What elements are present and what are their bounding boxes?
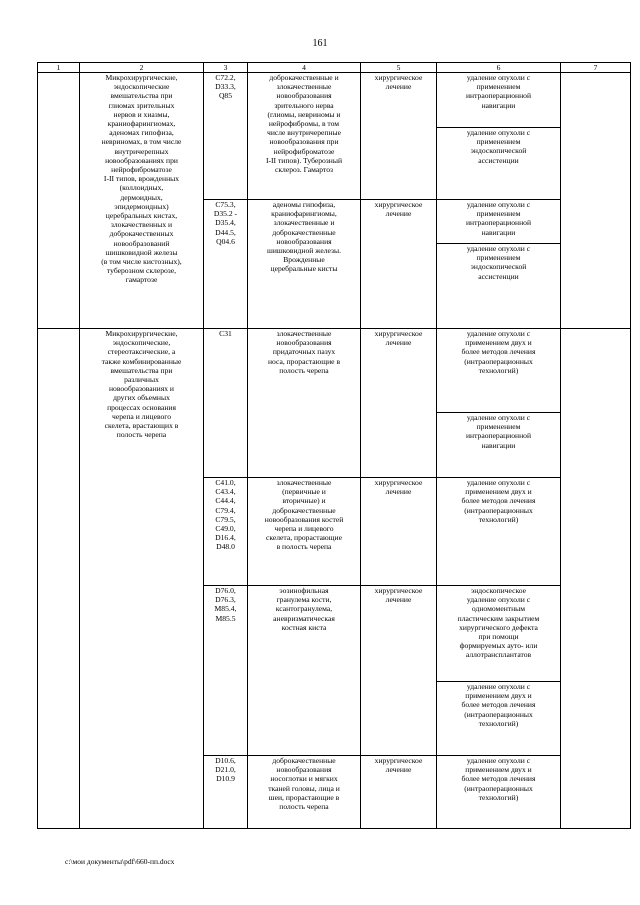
- cell-line: черепа и лицевого: [112, 411, 171, 421]
- cell-line: хирургическое: [374, 329, 423, 338]
- cell-line: носа, прорастающие в: [267, 356, 341, 366]
- cell-line: новообразованиях при: [105, 155, 178, 165]
- cell-line: применением: [476, 209, 521, 219]
- cell-line: одномоментным: [471, 604, 526, 614]
- cell-line: злокачественные: [276, 478, 332, 487]
- g2-rowC-method-2: [437, 682, 561, 756]
- cell-line: туберозном склерозе,: [106, 266, 177, 276]
- cell-line: M85.4,: [214, 604, 237, 614]
- cell-line: аденомы гипофиза,: [272, 200, 336, 209]
- cell-line: D33.3,: [215, 82, 236, 92]
- cell-line: различных: [124, 375, 159, 385]
- g1-rowA-method-1: [437, 73, 561, 128]
- g2-rowA-method-2: [437, 413, 561, 478]
- cell-line: дермоидных,: [120, 192, 163, 202]
- cell-line: хирургического дефекта: [459, 622, 538, 632]
- cell-line: навигации: [481, 100, 516, 110]
- cell-line: также комбинированные: [101, 356, 182, 366]
- g2-rowA-model: [248, 329, 361, 478]
- cell-line: склероз. Гамартоз: [274, 165, 334, 175]
- cell-line: (интраоперационных: [464, 356, 533, 366]
- g2-rowC-codes: [204, 586, 248, 756]
- g2-rowB-method-1: [437, 478, 561, 586]
- cell-line: нейрофиброматозе: [273, 146, 335, 156]
- cell-line: злокачественные: [276, 329, 332, 338]
- cell-line: D10.6,: [215, 756, 236, 765]
- g1-col1: [38, 73, 80, 329]
- g1-rowA-treatment: [361, 73, 437, 200]
- cell-line: интраоперационной: [465, 91, 532, 101]
- cell-line: новообразования: [276, 765, 332, 775]
- g1-rowB-method-2: [437, 244, 561, 329]
- cell-line: хирургическое: [374, 73, 423, 82]
- cell-line: C41.0,: [215, 478, 236, 487]
- g2-rowC-method-1: [437, 586, 561, 682]
- cell-line: более методов лечения: [461, 347, 536, 357]
- cell-line: аллотрансплантатов: [465, 650, 532, 660]
- cell-line: (коллоидных,: [119, 183, 164, 193]
- header-col-4: 4: [248, 63, 361, 73]
- cell-line: эндоскопическое: [470, 586, 527, 595]
- cell-line: церебральные кисты: [270, 264, 338, 274]
- cell-line: (в том числе кистозных),: [101, 257, 182, 267]
- cell-line: C44.4,: [215, 496, 236, 506]
- cell-line: применением двух и: [465, 765, 532, 775]
- cell-line: хирургическое: [374, 756, 423, 765]
- cell-line: лечение: [385, 338, 412, 348]
- cell-line: Q85: [218, 91, 233, 101]
- g1-rowA-model: [248, 73, 361, 200]
- cell-line: вмешательства при: [110, 365, 173, 375]
- cell-line: лечение: [385, 82, 412, 92]
- header-col-6: 6: [437, 63, 561, 73]
- g1-rowA-codes: [204, 73, 248, 200]
- cell-line: новообразования при: [269, 137, 339, 147]
- cell-line: D35.4,: [215, 218, 236, 228]
- cell-line: новообразований: [113, 238, 170, 248]
- cell-line: более методов лечения: [461, 496, 536, 506]
- cell-line: (интраоперационных: [464, 709, 533, 719]
- header-col-2: 2: [80, 63, 204, 73]
- cell-line: эндоскопической: [470, 262, 527, 272]
- cell-line: аденомах гипофиза,: [109, 128, 174, 138]
- cell-line: в полость черепа: [276, 542, 332, 552]
- cell-line: C43.4,: [215, 487, 236, 497]
- g2-rowD-treatment: [361, 756, 437, 829]
- cell-line: глиомах зрительных: [108, 100, 175, 110]
- cell-line: Q04.6: [216, 236, 235, 246]
- cell-line: эпидермоидных): [114, 201, 169, 211]
- cell-line: нейрофиброматозе: [111, 165, 172, 175]
- cell-line: применением: [476, 137, 521, 147]
- cell-line: D35.2 -: [213, 209, 238, 219]
- cell-line: эндоскопической: [470, 146, 527, 156]
- cell-line: формируемых ауто- или: [459, 641, 538, 651]
- cell-line: Микрохирургические,: [105, 329, 178, 338]
- cell-line: (первичные и: [282, 487, 326, 497]
- cell-line: стереотаксические, а: [107, 347, 176, 357]
- table-row: [38, 329, 631, 413]
- cell-line: C31: [219, 329, 232, 338]
- cell-line: удаление опухоли с: [466, 413, 531, 422]
- cell-line: новообразованиях и: [108, 384, 174, 394]
- cell-line: новообразования: [276, 236, 332, 246]
- cell-line: эндоскопические: [113, 82, 170, 92]
- cell-line: скелета, врастающих в: [104, 421, 179, 431]
- cell-line: хирургическое: [374, 200, 423, 209]
- cell-line: D48.0: [216, 542, 235, 552]
- cell-line: применением двух и: [465, 691, 532, 701]
- cell-line: ксантогранулема,: [275, 604, 333, 614]
- cell-line: ассистенции: [478, 155, 519, 165]
- cell-line: технологий): [478, 792, 519, 802]
- cell-line: краниофарингиомы,: [271, 209, 337, 219]
- g1-col7: [561, 73, 631, 329]
- cell-line: применением двух и: [465, 487, 532, 497]
- cell-line: удаление опухоли с: [466, 682, 531, 691]
- cell-line: при помощи: [478, 632, 519, 642]
- cell-line: шишковидной железы.: [267, 246, 341, 256]
- cell-line: аневризматическая: [273, 613, 335, 623]
- cell-line: хирургическое: [374, 478, 423, 487]
- cell-line: D44.5,: [215, 227, 236, 237]
- cell-line: доброкачественные: [272, 227, 336, 237]
- cell-line: (глиомы, невриномы и: [267, 109, 341, 119]
- cell-line: удаление опухоли с: [466, 595, 531, 605]
- cell-line: церебральных кистах,: [105, 211, 178, 221]
- cell-line: более методов лечения: [461, 774, 536, 784]
- cell-line: числе внутричерепные: [267, 128, 341, 138]
- cell-line: I-II типов). Туберозный: [265, 155, 343, 165]
- cell-line: ассистенции: [478, 271, 519, 281]
- cell-line: D76.0,: [215, 586, 236, 595]
- g2-intervention-cell: [80, 329, 204, 829]
- g2-rowD-codes: [204, 756, 248, 829]
- g1-rowB-method-1: [437, 200, 561, 244]
- g2-rowA-codes: [204, 329, 248, 478]
- cell-line: тканей головы, лица и: [268, 783, 340, 793]
- g2-rowB-codes: [204, 478, 248, 586]
- header-col-5: 5: [361, 63, 437, 73]
- cell-line: применением двух и: [465, 338, 532, 348]
- cell-line: лечение: [385, 765, 412, 775]
- cell-line: навигации: [481, 440, 516, 450]
- cell-line: черепа и лицевого: [274, 524, 334, 534]
- cell-line: лечение: [385, 209, 412, 219]
- cell-line: M85.5: [215, 613, 236, 623]
- cell-line: нейрофибромы, в том: [268, 119, 340, 129]
- cell-line: удаление опухоли с: [466, 756, 531, 765]
- cell-line: D10.9: [216, 774, 235, 784]
- g1-rowA-method-2: [437, 128, 561, 200]
- cell-line: C79.4,: [215, 505, 236, 515]
- cell-line: процессах основания: [107, 402, 176, 412]
- cell-line: технологий): [478, 514, 519, 524]
- cell-line: вмешательства при: [110, 91, 173, 101]
- cell-line: удаление опухоли с: [466, 128, 531, 137]
- cell-line: невриномах, в том числе: [101, 137, 182, 147]
- cell-line: технологий): [478, 718, 519, 728]
- cell-line: доброкачественные и: [269, 73, 339, 82]
- cell-line: лечение: [385, 487, 412, 497]
- cell-line: удаление опухоли с: [466, 244, 531, 253]
- cell-line: эндоскопические,: [112, 338, 171, 348]
- g2-rowB-treatment: [361, 478, 437, 586]
- cell-line: C72.2,: [215, 73, 236, 82]
- header-row: [38, 63, 631, 73]
- header-col-1: 1: [38, 63, 80, 73]
- cell-line: шеи, прорастающие в: [268, 792, 340, 802]
- page-number: 161: [312, 38, 328, 49]
- cell-line: вторичные) и: [282, 496, 326, 506]
- cell-line: полость черепа: [279, 365, 329, 375]
- g2-rowD-model: [248, 756, 361, 829]
- cell-line: злокачественные: [276, 82, 332, 92]
- g2-rowA-treatment: [361, 329, 437, 478]
- cell-line: I-II типов, врожденных: [103, 174, 180, 184]
- cell-line: хирургическое: [374, 586, 423, 595]
- cell-line: C79.5,: [215, 514, 236, 524]
- table-row: [38, 73, 631, 128]
- g1-rowB-codes: [204, 200, 248, 329]
- cell-line: доброкачественные: [272, 756, 336, 765]
- cell-line: применением: [476, 422, 521, 432]
- cell-line: нервов и хиазмы,: [113, 109, 170, 119]
- cell-line: навигации: [481, 227, 516, 237]
- g2-rowC-treatment: [361, 586, 437, 756]
- cell-line: удаление опухоли с: [466, 478, 531, 487]
- g1-rowB-model: [248, 200, 361, 329]
- cell-line: полость черепа: [279, 802, 329, 812]
- cell-line: носоглотки и мягких: [270, 774, 338, 784]
- cell-line: краниофарингиомах,: [107, 119, 176, 129]
- care-types-table: [37, 62, 631, 829]
- cell-line: доброкачественных: [109, 229, 174, 239]
- cell-line: удаление опухоли с: [466, 200, 531, 209]
- cell-line: придаточных пазух: [272, 347, 336, 357]
- cell-line: злокачественных и: [110, 220, 173, 230]
- cell-line: полость черепа: [116, 430, 167, 440]
- cell-line: зрительного нерва: [274, 100, 334, 110]
- g1-rowB-treatment: [361, 200, 437, 329]
- cell-line: доброкачественные: [272, 505, 336, 515]
- cell-line: злокачественные и: [273, 218, 335, 228]
- g2-col1: [38, 329, 80, 829]
- cell-line: гамартозе: [125, 275, 158, 285]
- header-col-7: 7: [561, 63, 631, 73]
- g1-intervention-cell: [80, 73, 204, 329]
- cell-line: (интраоперационных: [464, 783, 533, 793]
- g2-rowD-method-1: [437, 756, 561, 829]
- cell-line: новообразования: [276, 338, 332, 348]
- cell-line: применением: [476, 253, 521, 263]
- cell-line: интраоперационной: [465, 431, 532, 441]
- cell-line: внутричерепных: [114, 146, 169, 156]
- cell-line: пластическим закрытием: [457, 613, 540, 623]
- cell-line: скелета, прорастающие: [266, 533, 342, 543]
- cell-line: костная киста: [281, 622, 327, 632]
- cell-line: (интраоперационных: [464, 505, 533, 515]
- cell-line: Микрохирургические,: [105, 73, 178, 82]
- g2-col7: [561, 329, 631, 829]
- cell-line: применением: [476, 82, 521, 92]
- cell-line: D21.0,: [215, 765, 236, 775]
- cell-line: C75.3,: [215, 200, 236, 209]
- cell-line: C49.0,: [215, 524, 236, 534]
- cell-line: шишковидной железы: [105, 247, 178, 257]
- cell-line: лечение: [385, 595, 412, 605]
- footer-file-path: c:\мои документы\pdf\660-пп.docx: [65, 857, 175, 866]
- cell-line: более методов лечения: [461, 700, 536, 710]
- g2-rowB-model: [248, 478, 361, 586]
- cell-line: интраоперационной: [465, 218, 532, 228]
- cell-line: новообразования костей: [264, 514, 344, 524]
- cell-line: Врожденные: [283, 255, 325, 265]
- cell-line: удаление опухоли с: [466, 329, 531, 338]
- cell-line: удаление опухоли с: [466, 73, 531, 82]
- cell-line: других объемных: [113, 393, 170, 403]
- cell-line: D16.4,: [215, 533, 236, 543]
- cell-line: технологий): [478, 365, 519, 375]
- cell-line: новообразования: [276, 91, 332, 101]
- cell-line: гранулема кости,: [276, 595, 332, 605]
- header-col-3: 3: [204, 63, 248, 73]
- g2-rowC-model: [248, 586, 361, 756]
- cell-line: эозинофильная: [279, 586, 329, 595]
- g2-rowA-method-1: [437, 329, 561, 413]
- cell-line: D76.3,: [215, 595, 236, 605]
